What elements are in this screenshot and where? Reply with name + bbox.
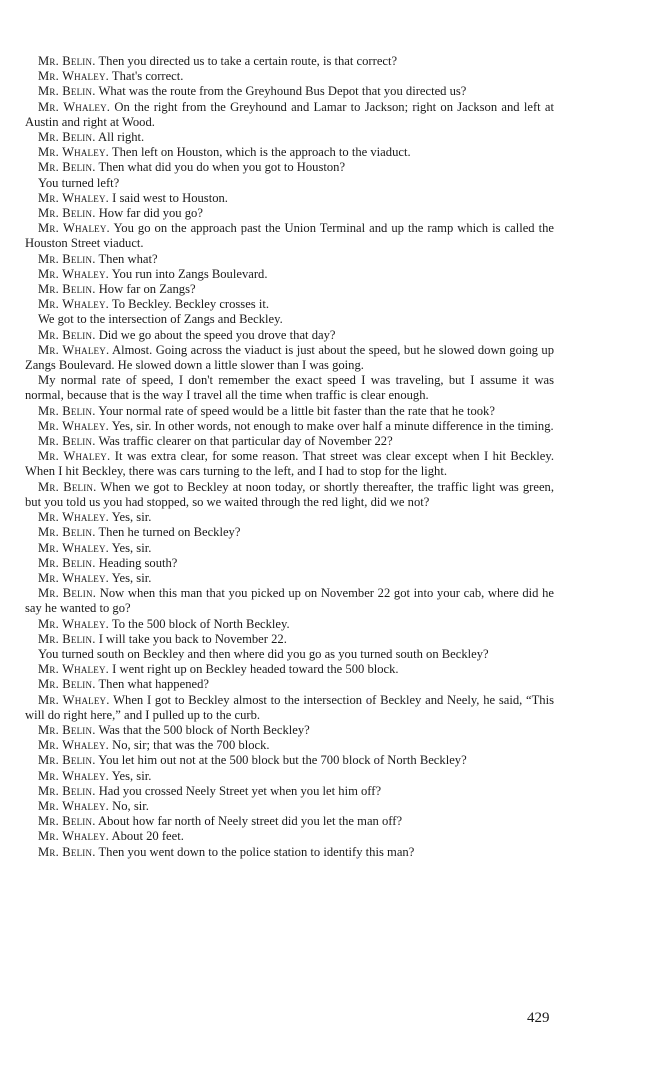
speech-text: All right. <box>98 130 145 145</box>
testimony-paragraph <box>25 769 554 784</box>
speech-text: Yes, sir. <box>111 768 152 783</box>
speech-text: Did we go about the speed you drove that day? <box>98 327 336 342</box>
speech-text: Then he turned on Beckley? <box>98 525 241 540</box>
testimony-paragraph <box>25 449 554 479</box>
speaker-name: Mr. Belin. <box>38 677 96 692</box>
speech-text: To Beckley. Beckley crosses it. <box>111 297 269 312</box>
testimony-paragraph <box>25 145 554 160</box>
testimony-paragraph <box>25 677 554 692</box>
speech-text: When we got to Beckley at noon today, or shortly thereafter, the traffic light was green, but you told us you had stopped, so we waited through the red light, did we not? <box>25 479 555 509</box>
testimony-paragraph <box>25 647 554 662</box>
testimony-paragraph <box>25 312 554 327</box>
testimony-paragraph <box>25 282 554 297</box>
speech-text: No, sir; that was the 700 block. <box>112 738 270 753</box>
testimony-paragraph <box>25 297 554 312</box>
testimony-paragraph <box>25 434 554 449</box>
speech-text: Then left on Houston, which is the approach to the viaduct. <box>111 145 411 160</box>
testimony-paragraph <box>25 541 554 556</box>
testimony-paragraph <box>25 571 554 586</box>
speaker-name: Mr. Belin. <box>38 251 96 266</box>
testimony-paragraph <box>25 632 554 647</box>
testimony-paragraph <box>25 221 554 251</box>
speech-text: It was extra clear, for some reason. That street was clear except when I hit Beckley. When I hit Beckley, there was cars turning to the left, and I had to stop for the light. <box>25 449 554 479</box>
testimony-paragraph <box>25 328 554 343</box>
speaker-name: Mr. Belin. <box>38 814 96 829</box>
speaker-name: Mr. Belin. <box>38 722 96 737</box>
speaker-name: Mr. Whaley. <box>38 449 111 464</box>
speaker-name: Mr. Belin. <box>38 479 97 494</box>
speech-text: You run into Zangs Boulevard. <box>111 266 268 281</box>
speaker-name: Mr. Belin. <box>38 783 96 798</box>
speech-text: Yes, sir. <box>111 570 152 585</box>
testimony-paragraph <box>25 84 554 99</box>
speech-text: No, sir. <box>112 798 149 813</box>
speaker-name: Mr. Whaley. <box>38 342 110 357</box>
speaker-name: Mr. Belin. <box>38 586 97 601</box>
testimony-paragraph <box>25 343 554 373</box>
speaker-name: Mr. Whaley. <box>38 418 109 433</box>
speaker-name: Mr. Whaley. <box>38 738 109 753</box>
testimony-paragraph <box>25 753 554 768</box>
speaker-name: Mr. Whaley. <box>38 540 109 555</box>
speech-text: Almost. Going across the viaduct is just about the speed, but he slowed down going up Zangs Boulevard. He slowed down a little slower than I was going. <box>25 342 554 373</box>
speaker-name: Mr. Whaley. <box>38 798 109 813</box>
speech-text: Was traffic clearer on that particular day of November 22? <box>98 434 393 449</box>
speaker-name: Mr. Whaley. <box>38 510 109 525</box>
speaker-name: Mr. Whaley. <box>38 69 109 84</box>
testimony-paragraph <box>25 404 554 419</box>
speech-text: Then you directed us to take a certain route, is that correct? <box>98 54 398 68</box>
speaker-name: Mr. Belin. <box>38 130 96 145</box>
speaker-name: Mr. Belin. <box>38 434 96 449</box>
speaker-name: Mr. Belin. <box>38 631 96 646</box>
testimony-paragraph <box>25 252 554 267</box>
testimony-paragraph <box>25 662 554 677</box>
speech-text: Now when this man that you picked up on November 22 got into your cab, where did he say he wanted to go? <box>25 586 554 616</box>
testimony-paragraph <box>25 160 554 175</box>
testimony-paragraph <box>25 525 554 540</box>
testimony-paragraph <box>25 191 554 206</box>
testimony-paragraph <box>25 738 554 753</box>
speech-text: Was that the 500 block of North Beckley? <box>98 722 310 737</box>
testimony-paragraph <box>25 176 554 191</box>
testimony-paragraph <box>25 556 554 571</box>
speaker-name: Mr. Belin. <box>38 327 96 342</box>
speaker-name: Mr. Whaley. <box>38 829 109 844</box>
speaker-name: Mr. Whaley. <box>38 768 109 783</box>
speech-text: How far did you go? <box>98 206 203 221</box>
testimony-paragraph <box>25 799 554 814</box>
testimony-paragraph <box>25 617 554 632</box>
page-number: 429 <box>527 1010 550 1026</box>
speech-text: Yes, sir. <box>111 540 152 555</box>
speech-text: How far on Zangs? <box>98 282 196 297</box>
speaker-name: Mr. Belin. <box>38 160 96 175</box>
speaker-name: Mr. Belin. <box>38 84 96 99</box>
speaker-name: Mr. Whaley. <box>38 297 109 312</box>
speech-text: I will take you back to November 22. <box>98 631 287 646</box>
speaker-name: Mr. Belin. <box>38 555 96 570</box>
speech-text: You let him out not at the 500 block but the 700 block of North Beckley? <box>98 753 467 768</box>
testimony-paragraph <box>25 829 554 844</box>
speech-text: We got to the intersection of Zangs and Beckley. <box>38 312 283 327</box>
speech-text: That's correct. <box>111 69 184 84</box>
speech-text: Then what happened? <box>98 677 209 692</box>
testimony-paragraph <box>25 586 554 616</box>
testimony-paragraph <box>25 510 554 525</box>
speaker-name: Mr. Whaley. <box>38 99 111 114</box>
speaker-name: Mr. Belin. <box>38 403 96 418</box>
speaker-name: Mr. Belin. <box>38 206 96 221</box>
testimony-paragraph <box>25 373 554 403</box>
speech-text: About 20 feet. <box>111 829 184 844</box>
speech-text: You go on the approach past the Union Terminal and up the ramp which is called the Houston Street viaduct. <box>25 221 555 251</box>
speech-text: Heading south? <box>98 555 178 570</box>
speech-text: What was the route from the Greyhound Bus Depot that you directed us? <box>98 84 467 99</box>
testimony-paragraph <box>25 100 554 130</box>
speech-text: Then what did you do when you got to Houston? <box>98 160 346 175</box>
speech-text: Then what? <box>98 251 158 266</box>
testimony-paragraph <box>25 784 554 799</box>
speech-text: When I got to Beckley almost to the intersection of Beckley and Neely, he said, “This will do right here,” and I pulled up to the curb. <box>25 692 555 722</box>
speech-text: About how far north of Neely street did you let the man off? <box>98 814 403 829</box>
testimony-paragraph <box>25 54 554 69</box>
testimony-paragraph <box>25 267 554 282</box>
speech-text: I went right up on Beckley headed toward the 500 block. <box>112 662 399 677</box>
speech-text: Your normal rate of speed would be a little bit faster than the rate that he took? <box>98 403 495 418</box>
speaker-name: Mr. Belin. <box>38 753 96 768</box>
speaker-name: Mr. Whaley. <box>38 266 109 281</box>
testimony-paragraph <box>25 130 554 145</box>
speech-text: You turned left? <box>38 175 120 190</box>
testimony-paragraph <box>25 723 554 738</box>
testimony-paragraph <box>25 845 554 860</box>
speech-text: Yes, sir. <box>111 510 152 525</box>
speaker-name: Mr. Belin. <box>38 282 96 297</box>
speaker-name: Mr. Whaley. <box>38 662 109 677</box>
speaker-name: Mr. Whaley. <box>38 145 109 160</box>
testimony-paragraph <box>25 480 554 510</box>
testimony-paragraph <box>25 419 554 434</box>
speech-text: You turned south on Beckley and then where did you go as you turned south on Beckley? <box>38 646 489 661</box>
speaker-name: Mr. Whaley. <box>38 692 110 707</box>
speech-text: Yes, sir. In other words, not enough to make over half a minute difference in the timing. <box>111 418 554 433</box>
speech-text: On the right from the Greyhound and Lamar to Jackson; right on Jackson and left at Austin and right at Wood. <box>25 99 555 129</box>
speech-text: Had you crossed Neely Street yet when you let him off? <box>98 783 382 798</box>
speech-text: I said west to Houston. <box>112 190 228 205</box>
speaker-name: Mr. Belin. <box>38 525 96 540</box>
testimony-paragraph <box>25 69 554 84</box>
transcript-page <box>25 54 554 860</box>
testimony-paragraph <box>25 206 554 221</box>
speaker-name: Mr. Whaley. <box>38 221 110 236</box>
speech-text: Then you went down to the police station to identify this man? <box>98 844 415 859</box>
speaker-name: Mr. Belin. <box>38 844 96 859</box>
testimony-paragraph <box>25 814 554 829</box>
speaker-name: Mr. Whaley. <box>38 616 109 631</box>
speaker-name: Mr. Belin. <box>38 54 96 68</box>
speaker-name: Mr. Whaley. <box>38 570 109 585</box>
speech-text: My normal rate of speed, I don't remember the exact speed I was traveling, but I assume it was normal, because that is the way I travel all the time when traffic is clear enough. <box>25 373 554 403</box>
testimony-paragraph <box>25 693 554 723</box>
speech-text: To the 500 block of North Beckley. <box>111 616 290 631</box>
speaker-name: Mr. Whaley. <box>38 190 109 205</box>
